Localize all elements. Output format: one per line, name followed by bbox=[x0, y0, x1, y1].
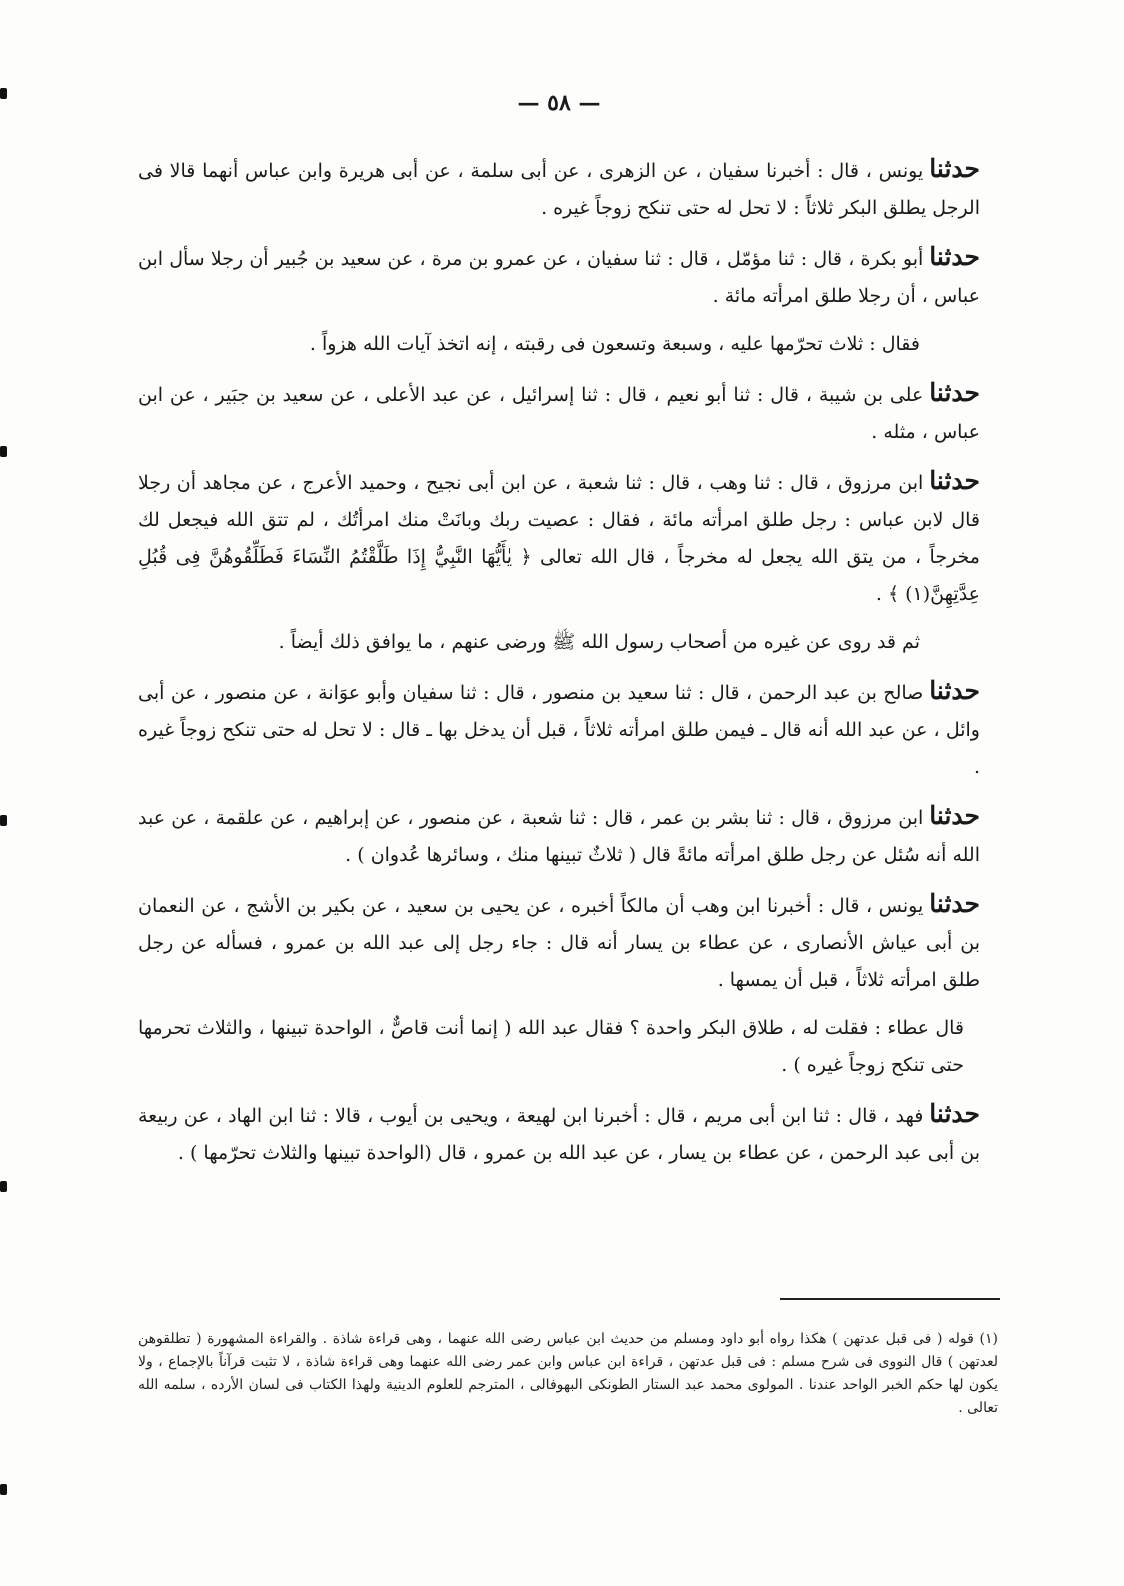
hadith-paragraph bbox=[138, 885, 980, 999]
footnote-text: (١) قوله ( فى قبل عدتهن ) هكذا رواه أبو داود ومسلم من حديث ابن عباس رضى الله عنهما ، وهى قراءة شاذة . والقراءة المشهورة ( تطلقوهن لعدتهن ) قال النووى فى شرح مسلم : فى قبل عدتهن ، قراءة ابن عباس وابن عمر رضى الله عنهما وهى قراءة شاذة ، لا تثبت قرآناً بالإجماع ، ولا يكون لها حكم الخبر الواحد عندنا . المولوى محمد عبد الستار الطونكى البهوفالى ، المترجم للعلوم الدينية ولهذا الكتاب فى لسان الأرده ، سلمه الله تعالى . bbox=[138, 1331, 998, 1416]
paragraph-text: ابن مرزوق ، قال : ثنا وهب ، قال : ثنا شعبة ، عن ابن أبى نجيح ، وحميد الأعرج ، عن مجاهد أن رجلا قال لابن عباس : رجل طلق امرأته مائة ، فقال : عصيت ربك وبانَتْ منك امرأتُك ، لم تتق الله فيجعل لك مخرجاً ، من يتق الله يجعل له مخرجاً ، قال الله تعالى ﴿ يٰأَيُّهَا النَّبِيُّ إِذَا طَلَّقْتُمُ النِّسَاءَ فَطَلِّقُوهُنَّ فِى قُبُلِ عِدَّتِهِنَّ(١) ﴾ . bbox=[138, 472, 980, 605]
hadith-paragraph bbox=[138, 797, 980, 874]
lead-word: حدثنا bbox=[929, 466, 980, 495]
paragraph-text: على بن شيبة ، قال : ثنا أبو نعيم ، قال : ثنا إسرائيل ، عن عبد الأعلى ، عن سعيد بن جبَير ، عن ابن عباس ، مثله . bbox=[138, 384, 980, 443]
paragraph-text: صالح بن عبد الرحمن ، قال : ثنا سعيد بن منصور ، قال : ثنا سفيان وأبو عوَانة ، عن منصور ، عن أبى وائل ، عن عبد الله أنه قال ـ فيمن طلق امرأته ثلاثاً ، قبل أن يدخل بها ـ قال : لا تحل له حتى تنكح زوجاً غيره . bbox=[138, 682, 980, 778]
lead-word: حدثنا bbox=[929, 378, 980, 407]
page-number: — ٥٨ — bbox=[517, 90, 601, 116]
edge-mark-5 bbox=[0, 1484, 7, 1495]
lead-word: حدثنا bbox=[929, 1099, 980, 1128]
lead-word: حدثنا bbox=[929, 889, 980, 918]
lead-word: حدثنا bbox=[929, 676, 980, 705]
hadith-paragraph bbox=[138, 1095, 980, 1172]
footnote-separator bbox=[780, 1298, 1000, 1300]
lead-word: حدثنا bbox=[929, 154, 980, 183]
comment-paragraph bbox=[138, 326, 980, 363]
paragraph-text: فهد ، قال : ثنا ابن أبى مريم ، قال : أخبرنا ابن لهيعة ، ويحيى بن أيوب ، قالا : ثنا ابن الهاد ، عن ربيعة بن أبى عبد الرحمن ، عن عطاء بن يسار ، عن عبد الله بن عمرو ، قال (الواحدة تبينها والثلاث تحرّمها ) . bbox=[138, 1105, 980, 1164]
hadith-paragraph bbox=[138, 374, 980, 451]
paragraph-text: يونس ، قال : أخبرنا سفيان ، عن الزهرى ، عن أبى سلمة ، عن أبى هريرة وابن عباس أنهما قالا فى الرجل يطلق البكر ثلاثاً : لا تحل له حتى تنكح زوجاً غيره . bbox=[138, 160, 980, 219]
hadith-paragraph bbox=[138, 238, 980, 315]
lead-word: حدثنا bbox=[929, 242, 980, 271]
hadith-paragraph bbox=[138, 462, 980, 613]
edge-mark-3 bbox=[0, 815, 7, 826]
edge-mark-2 bbox=[0, 446, 7, 457]
comment-paragraph bbox=[138, 624, 980, 661]
edge-mark-1 bbox=[0, 88, 7, 99]
hadith-paragraph bbox=[138, 150, 980, 227]
paragraph-text: فقال : ثلاث تحرّمها عليه ، وسبعة وتسعون فى رقبته ، إنه اتخذ آيات الله هزواً . bbox=[309, 333, 920, 355]
paragraph-text: يونس ، قال : أخبرنا ابن وهب أن مالكاً أخبره ، عن يحيى بن سعيد ، عن بكير بن الأشج ، عن النعمان بن أبى عياش الأنصارى ، عن عطاء بن يسار أنه قال : جاء رجل إلى عبد الله بن عمرو ، فسأله عن رجل طلق امرأته ثلاثاً ، قبل أن يمسها . bbox=[138, 895, 980, 991]
paragraph-text: ابن مرزوق ، قال : ثنا بشر بن عمر ، قال : ثنا شعبة ، عن منصور ، عن إبراهيم ، عن علقمة ، عن عبد الله أنه سُئل عن رجل طلق امرأته مائةً قال ( ثلاثٌ تبينها منك ، وسائرها عُدوان ) . bbox=[138, 807, 980, 866]
page-body bbox=[138, 90, 980, 1183]
comment-paragraph bbox=[138, 1010, 980, 1084]
paragraph-text: ثم قد روى عن غيره من أصحاب رسول الله ﷺ ورضى عنهم ، ما يوافق ذلك أيضاً . bbox=[278, 631, 920, 653]
paragraph-text: قال عطاء : فقلت له ، طلاق البكر واحدة ؟ فقال عبد الله ( إنما أنت قاصٌّ ، الواحدة تبينها ، والثلاث تحرمها حتى تنكح زوجاً غيره ) . bbox=[138, 1017, 964, 1076]
hadith-paragraph bbox=[138, 672, 980, 786]
lead-word: حدثنا bbox=[929, 801, 980, 830]
paragraph-text: أبو بكرة ، قال : ثنا مؤمّل ، قال : ثنا سفيان ، عن عمرو بن مرة ، عن سعيد بن جُبير أن رجلا سأل ابن عباس ، أن رجلا طلق امرأته مائة . bbox=[138, 248, 980, 307]
edge-mark-4 bbox=[0, 1181, 7, 1192]
footnotes bbox=[138, 1328, 998, 1420]
